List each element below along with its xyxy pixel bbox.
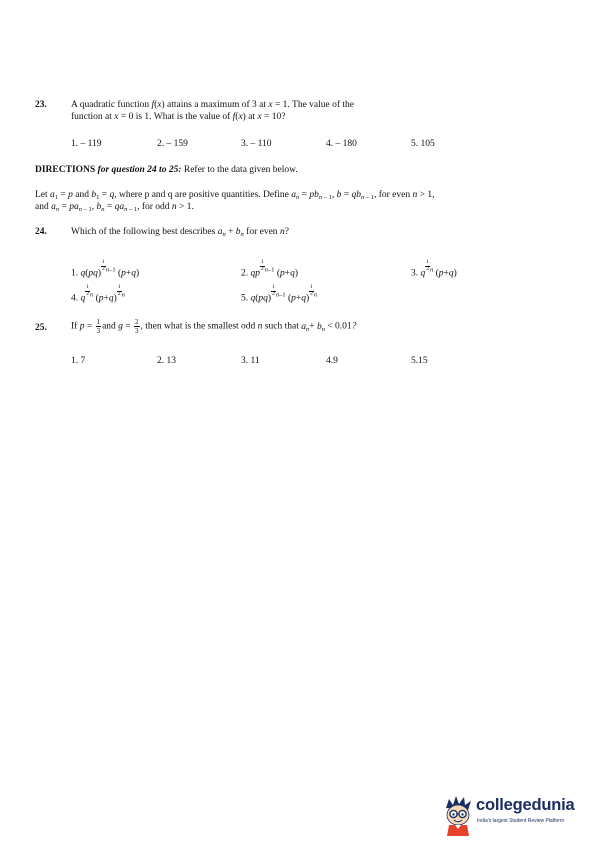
q25-option-3: 3. 11 <box>241 356 260 366</box>
directions <box>35 165 298 175</box>
q23-option-1: 1. – 119 <box>71 139 102 149</box>
q25-option-2: 2. 13 <box>157 356 176 366</box>
directions-heading: DIRECTIONS <box>35 165 96 175</box>
mascot-icon <box>440 794 476 838</box>
given-line2: and $a_n = pa_{n - 1}$, $b_n = qa_{n - 1}$, for odd n > 1. <box>35 202 194 213</box>
q25-option-5: 5.15 <box>411 356 428 366</box>
q24-option-4: 4. q $\frac{1}{2}$ $^n$ (p+q) $\frac{1}{2}$ $^n$ <box>71 284 125 304</box>
q25-option-1: 1. 7 <box>71 356 86 366</box>
q23-option-3: 3. – 110 <box>241 139 272 149</box>
q24-number: 24. <box>35 227 47 237</box>
directions-text: Refer to the data given below. <box>183 165 298 175</box>
q23-option-2: 2. – 159 <box>157 139 188 149</box>
q23-text-line2: function at x = 0 is 1. What is the value of f(x) at x = 10? <box>71 112 286 122</box>
q25-number: 25. <box>35 323 47 333</box>
q23-number: 23. <box>35 100 47 110</box>
q24-option-5: 5. q(pq) $\frac{1}{2}$ $^{n-1}$ (p+q) $\frac{1}{2}$ $^n$ <box>241 284 318 304</box>
logo-tagline: India's largest Student Review Platform <box>477 818 565 824</box>
q24-option-1: 1. q(pq) $\frac{1}{2}$ $^{n-1}$ (p+q) <box>71 259 140 279</box>
q23-option-4: 4. – 180 <box>326 139 357 149</box>
q25-option-4: 4.9 <box>326 356 338 366</box>
given-line1: Let $a_1 = p$ and $b_1 = q$, where p and q are positive quantities. Define $a_n = pb_{n - 1}$, $b = qb_{n - 1}$, for even n > 1, <box>35 190 435 201</box>
q24-option-3: 3. q $\frac{1}{2}$ $^n$ (p+q) <box>411 259 457 279</box>
q23-option-5: 5. 105 <box>411 139 435 149</box>
logo-name: collegedunia <box>476 796 575 814</box>
collegedunia-logo[interactable] <box>440 794 590 838</box>
directions-heading-italic: for question 24 to 25: <box>97 165 182 175</box>
q24-option-2: 2. qp $\frac{1}{2}$ $^{n-1}$ (p+q) <box>241 259 299 279</box>
q23-text-line1: A quadratic function f(x) attains a maximum of 3 at x = 1. The value of the <box>71 100 355 110</box>
q25-text: If p = $\frac{1}{3}$ and g = $\frac{2}{3}$ , then what is the smallest odd n such that $a_n+ b_n < 0.01$? <box>71 318 357 335</box>
q24-text: Which of the following best describes $a_n + b_n$ for even n? <box>71 227 289 238</box>
